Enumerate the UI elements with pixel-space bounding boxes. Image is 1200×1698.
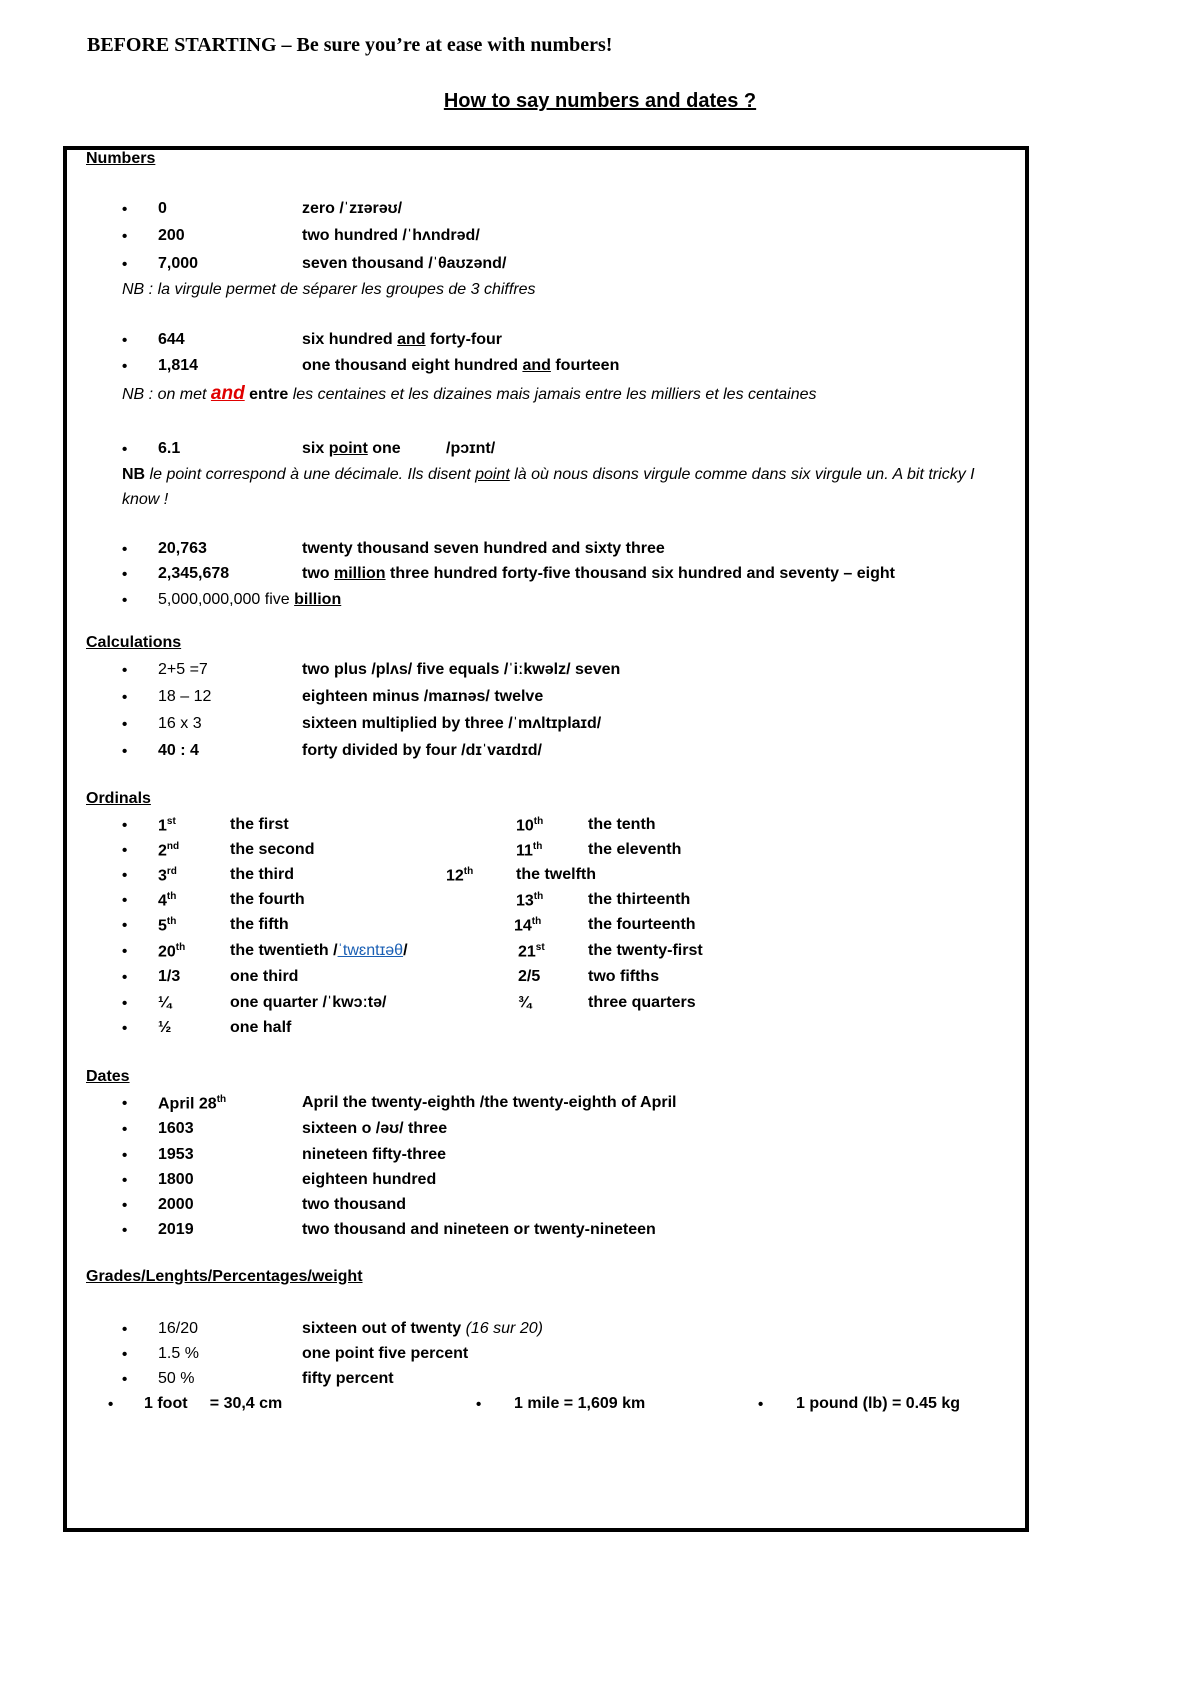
date-words: April the twenty-eighth /the twenty-eighth of April	[302, 1094, 677, 1111]
ordinal-words: the twelfth	[516, 866, 596, 883]
fraction-number: 1/3	[158, 968, 181, 985]
fraction-number: 2/5	[518, 968, 541, 985]
bullet: •	[122, 358, 128, 375]
ordinal-number: 12th	[446, 866, 474, 885]
bullet: •	[122, 256, 128, 273]
ordinal-words: the fourth	[230, 891, 305, 908]
bullet: •	[122, 1371, 128, 1388]
bullet: •	[122, 1121, 128, 1138]
ordinal-number: 10th	[516, 816, 544, 835]
fraction-words: one third	[230, 968, 299, 985]
ordinal-number: 5th	[158, 916, 177, 935]
section-ordinals-heading: Ordinals	[86, 790, 151, 807]
bullet: •	[122, 716, 128, 733]
ordinal-words: the tenth	[588, 816, 656, 833]
ordinal-words: the fifth	[230, 916, 289, 933]
grade-value: 50 %	[158, 1370, 195, 1387]
bullet: •	[122, 332, 128, 349]
section-numbers-heading: Numbers	[86, 150, 156, 167]
number-value: 644	[158, 331, 185, 348]
ordinal-words: the fourteenth	[588, 916, 696, 933]
fraction-words: two fifths	[588, 968, 660, 985]
ordinal-number: 20th	[158, 942, 186, 961]
section-dates-heading: Dates	[86, 1068, 130, 1085]
date-words: nineteen fifty-three	[302, 1146, 447, 1163]
fraction-number: ½	[158, 1019, 172, 1036]
bullet: •	[122, 1172, 128, 1189]
bullet: •	[122, 566, 128, 583]
fraction-words: one half	[230, 1019, 292, 1036]
number-value: 1,814	[158, 357, 199, 374]
ordinal-number: 13th	[516, 891, 544, 910]
section-calculations-heading: Calculations	[86, 634, 182, 651]
bullet: •	[122, 842, 128, 859]
grade-words: fifty percent	[302, 1370, 394, 1387]
ordinal-number: 2nd	[158, 841, 180, 860]
number-value: 20,763	[158, 540, 207, 557]
grade-words: sixteen out of twenty (16 sur 20)	[302, 1320, 543, 1337]
number-words: twenty thousand seven hundred and sixty three	[302, 540, 665, 557]
number-value: 0	[158, 200, 167, 217]
number-value: 5,000,000,000 five billion	[158, 591, 342, 608]
calc-expression: 16 x 3	[158, 715, 202, 732]
number-words: one thousand eight hundred and fourteen	[302, 357, 620, 374]
ordinal-words: the twenty-first	[588, 942, 703, 959]
bullet: •	[122, 228, 128, 245]
bullet: •	[122, 201, 128, 218]
bullet: •	[122, 1346, 128, 1363]
bullet: •	[122, 441, 128, 458]
content-frame	[63, 146, 1029, 1532]
bullet: •	[122, 1321, 128, 1338]
ordinal-words: the thirteenth	[588, 891, 691, 908]
number-words: two million three hundred forty-five thousand six hundred and seventy – eight	[302, 565, 895, 582]
ordinal-number: 21st	[518, 942, 545, 961]
fraction-words: one quarter /ˈkwɔːtə/	[230, 994, 387, 1011]
bullet: •	[122, 689, 128, 706]
calc-expression: 18 – 12	[158, 688, 212, 705]
note-point: NB le point correspond à une décimale. Ils disent point là où nous disons virgule comme dans six virgule un. A bit tricky I	[122, 466, 975, 483]
ordinal-number: 14th	[514, 916, 542, 935]
note-comma: NB : la virgule permet de séparer les groupes de 3 chiffres	[122, 281, 536, 298]
ordinal-words: the third	[230, 866, 294, 883]
measure-mile: 1 mile = 1,609 km	[514, 1395, 646, 1412]
fraction-number: ¼	[158, 994, 172, 1011]
bullet: •	[122, 541, 128, 558]
calc-words: forty divided by four /dɪˈvaɪdɪd/	[302, 742, 542, 759]
ordinal-words: the eleventh	[588, 841, 682, 858]
measure-pound: 1 pound (lb) = 0.45 kg	[796, 1395, 961, 1412]
measure-foot: 1 foot = 30,4 cm	[144, 1395, 283, 1412]
grade-value: 1.5 %	[158, 1345, 199, 1362]
bullet: •	[122, 1222, 128, 1239]
number-value: 2,345,678	[158, 565, 230, 582]
calc-words: sixteen multiplied by three /ˈmʌltɪplaɪd/	[302, 715, 602, 732]
calc-words: eighteen minus /maɪnəs/ twelve	[302, 688, 544, 705]
ipa-link[interactable]: ˈtwɛntɪəθ	[337, 942, 404, 959]
number-ipa: /pɔɪnt/	[446, 440, 496, 457]
bullet: •	[122, 1020, 128, 1037]
bullet: •	[122, 662, 128, 679]
fraction-words: three quarters	[588, 994, 696, 1011]
date-words: two thousand and nineteen or twenty-nineteen	[302, 1221, 656, 1238]
number-value: 6.1	[158, 440, 181, 457]
bullet: •	[122, 817, 128, 834]
ordinal-number: 11th	[516, 841, 543, 860]
calc-words: two plus /plʌs/ five equals /ˈiːkwəlz/ seven	[302, 661, 621, 678]
bullet: •	[108, 1396, 114, 1413]
fraction-number: ¾	[518, 994, 532, 1011]
number-words: six hundred and forty-four	[302, 331, 503, 348]
date-value: 1953	[158, 1146, 194, 1163]
ordinal-number: 4th	[158, 891, 177, 910]
ordinal-words: the second	[230, 841, 315, 858]
bullet: •	[122, 892, 128, 909]
date-value: 2019	[158, 1221, 194, 1238]
number-value: 200	[158, 227, 185, 244]
calc-expression: 40 : 4	[158, 742, 199, 759]
bullet: •	[122, 592, 128, 609]
ordinal-number: 1st	[158, 816, 176, 835]
ordinal-number: 3rd	[158, 866, 177, 885]
bullet: •	[122, 969, 128, 986]
grade-words: one point five percent	[302, 1345, 469, 1362]
grade-value: 16/20	[158, 1320, 199, 1337]
date-words: sixteen o /əʊ/ three	[302, 1120, 448, 1137]
bullet: •	[122, 743, 128, 760]
section-grades-heading: Grades/Lenghts/Percentages/weight	[86, 1268, 363, 1285]
bullet: •	[122, 1197, 128, 1214]
bullet: •	[122, 1095, 128, 1112]
date-words: eighteen hundred	[302, 1171, 437, 1188]
page-header: BEFORE STARTING – Be sure you’re at ease with numbers!	[87, 34, 613, 56]
number-value: 7,000	[158, 255, 199, 272]
bullet: •	[122, 867, 128, 884]
ordinal-words: the twentieth /ˈtwɛntɪəθ/	[230, 942, 408, 959]
date-value: 1800	[158, 1171, 194, 1188]
bullet: •	[122, 1147, 128, 1164]
calc-expression: 2+5 =7	[158, 661, 208, 678]
bullet: •	[122, 995, 128, 1012]
ordinal-words: the first	[230, 816, 289, 833]
number-words: seven thousand /ˈθaʊzənd/	[302, 255, 507, 272]
number-words: six point one	[302, 440, 401, 457]
bullet: •	[758, 1396, 764, 1413]
bullet: •	[122, 943, 128, 960]
number-words: zero /ˈzɪərəʊ/	[302, 200, 403, 217]
bullet: •	[476, 1396, 482, 1413]
date-value: 1603	[158, 1120, 194, 1137]
note-point-end: know !	[122, 491, 169, 508]
date-value: April 28th	[158, 1094, 227, 1113]
page-title: How to say numbers and dates ?	[443, 90, 757, 112]
number-words: two hundred /ˈhʌndrəd/	[302, 227, 480, 244]
date-words: two thousand	[302, 1196, 406, 1213]
date-value: 2000	[158, 1196, 194, 1213]
bullet: •	[122, 917, 128, 934]
note-and: NB : on met and entre les centaines et les dizaines mais jamais entre les milliers et les centaines	[122, 383, 817, 404]
